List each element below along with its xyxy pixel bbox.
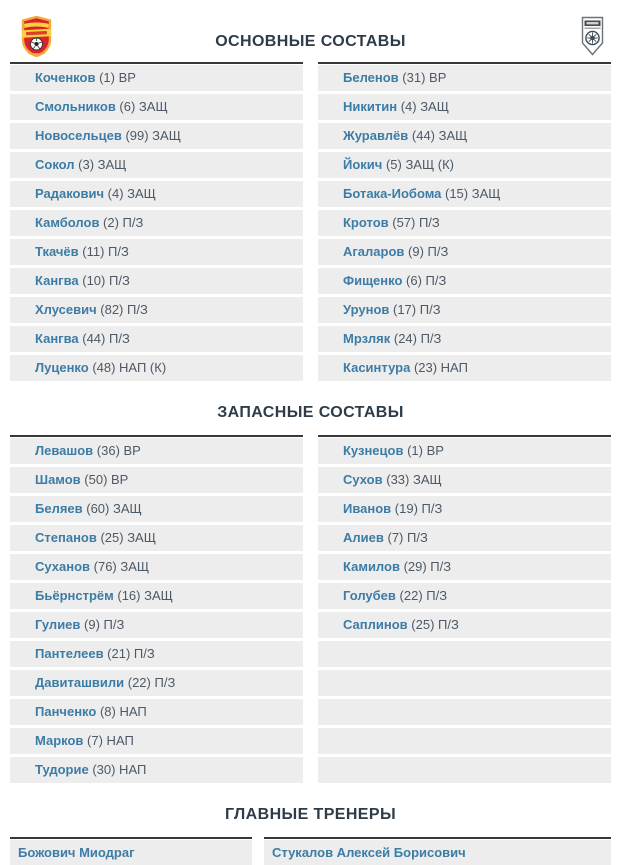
player-row	[10, 65, 303, 91]
empty-row	[318, 757, 611, 783]
player-number-position: (44) ЗАЩ	[408, 128, 468, 143]
empty-row	[318, 670, 611, 696]
player-number-position: (17) П/З	[389, 302, 441, 317]
player-row	[318, 326, 611, 352]
section-title-main: ОСНОВНЫЕ СОСТАВЫ	[215, 33, 406, 50]
player-row	[10, 94, 303, 120]
player-name-link[interactable]: Кангва	[35, 273, 79, 288]
player-number-position: (23) НАП	[410, 360, 468, 375]
player-number-position: (1) ВР	[403, 443, 444, 458]
player-number-position: (36) ВР	[93, 443, 141, 458]
player-name-link[interactable]: Коченков	[35, 70, 96, 85]
player-number-position: (3) ЗАЩ	[74, 157, 127, 172]
player-row	[318, 181, 611, 207]
player-name-link[interactable]: Мрзляк	[343, 331, 391, 346]
player-name-link[interactable]: Давиташвили	[35, 675, 125, 690]
empty-row	[318, 728, 611, 754]
home-coach-list	[10, 837, 252, 865]
player-name-link[interactable]: Смольников	[35, 99, 116, 114]
player-row	[318, 65, 611, 91]
player-row	[10, 583, 303, 609]
player-number-position: (1) ВР	[95, 70, 136, 85]
player-number-position: (6) П/З	[402, 273, 447, 288]
player-name-link[interactable]: Тудорие	[35, 762, 89, 777]
player-number-position: (22) П/З	[395, 588, 448, 603]
player-name-link[interactable]: Касинтура	[343, 360, 411, 375]
player-row	[318, 297, 611, 323]
player-row	[318, 438, 611, 464]
player-number-position: (4) ЗАЩ	[397, 99, 449, 114]
player-name-link[interactable]: Степанов	[35, 530, 97, 545]
player-row	[318, 210, 611, 236]
player-row	[318, 123, 611, 149]
player-name-link[interactable]: Ткачёв	[35, 244, 79, 259]
player-number-position: (9) П/З	[80, 617, 125, 632]
player-row	[10, 496, 303, 522]
player-name-link[interactable]: Кротов	[343, 215, 389, 230]
player-row	[10, 355, 303, 381]
player-number-position: (22) П/З	[124, 675, 176, 690]
player-name-link[interactable]: Саплинов	[343, 617, 408, 632]
player-name-link[interactable]: Хлусевич	[35, 302, 97, 317]
player-name-link[interactable]: Луценко	[35, 360, 89, 375]
player-row	[10, 612, 303, 638]
player-row	[10, 840, 252, 865]
player-number-position: (60) ЗАЩ	[82, 501, 142, 516]
player-name-link[interactable]: Божович Миодраг	[18, 845, 135, 860]
lineups-content	[0, 62, 621, 865]
player-row	[318, 583, 611, 609]
page-header	[0, 0, 621, 62]
empty-row	[318, 699, 611, 725]
player-number-position: (50) ВР	[80, 472, 129, 487]
section-title-subs: ЗАПАСНЫЕ СОСТАВЫ	[217, 404, 404, 421]
player-row	[10, 297, 303, 323]
coaches-section	[10, 837, 611, 865]
subs-lineups-section	[10, 435, 611, 786]
player-name-link[interactable]: Гулиев	[35, 617, 81, 632]
player-number-position: (21) П/З	[103, 646, 155, 661]
player-number-position: (33) ЗАЩ	[382, 472, 442, 487]
player-row	[318, 496, 611, 522]
player-row	[318, 239, 611, 265]
player-row	[10, 554, 303, 580]
player-name-link[interactable]: Марков	[35, 733, 84, 748]
player-number-position: (15) ЗАЩ	[441, 186, 501, 201]
player-number-position: (99) ЗАЩ	[121, 128, 181, 143]
player-number-position: (2) П/З	[99, 215, 144, 230]
player-name-link[interactable]: Никитин	[343, 99, 398, 114]
player-name-link[interactable]: Журавлёв	[343, 128, 409, 143]
player-name-link[interactable]: Иванов	[343, 501, 392, 516]
player-name-link[interactable]: Урунов	[343, 302, 390, 317]
player-number-position: (25) П/З	[407, 617, 459, 632]
player-number-position: (9) П/З	[404, 244, 449, 259]
player-name-link[interactable]: Фищенко	[343, 273, 403, 288]
home-main-lineup-list	[10, 62, 303, 384]
player-name-link[interactable]: Ботака-Иобома	[343, 186, 442, 201]
player-name-link[interactable]: Агаларов	[343, 244, 405, 259]
player-row	[318, 268, 611, 294]
player-row	[318, 612, 611, 638]
player-name-link[interactable]: Пантелеев	[35, 646, 104, 661]
player-number-position: (24) П/З	[390, 331, 442, 346]
away-team-logo ufa-crest-icon	[580, 16, 605, 56]
player-row	[10, 467, 303, 493]
player-name-link[interactable]: Беляев	[35, 501, 83, 516]
player-name-link[interactable]: Камболов	[35, 215, 100, 230]
player-row	[10, 641, 303, 667]
player-number-position: (7) НАП	[83, 733, 134, 748]
player-row	[10, 728, 303, 754]
player-row	[10, 239, 303, 265]
player-name-link[interactable]: Алиев	[343, 530, 384, 545]
player-name-link[interactable]: Кангва	[35, 331, 79, 346]
player-number-position: (16) ЗАЩ	[113, 588, 173, 603]
player-number-position: (10) П/З	[78, 273, 130, 288]
player-row	[10, 699, 303, 725]
player-number-position: (8) НАП	[96, 704, 147, 719]
player-name-link[interactable]: Йокич	[343, 157, 383, 172]
player-name-link[interactable]: Радакович	[35, 186, 105, 201]
player-number-position: (11) П/З	[78, 244, 129, 259]
player-name-link[interactable]: Стукалов Алексей Борисович	[272, 845, 466, 860]
player-row	[10, 670, 303, 696]
player-number-position: (7) П/З	[383, 530, 428, 545]
away-subs-lineup-list	[318, 435, 611, 786]
away-main-lineup-list	[318, 62, 611, 384]
player-name-link[interactable]: Кузнецов	[343, 443, 404, 458]
player-number-position: (76) ЗАЩ	[90, 559, 150, 574]
player-row	[10, 525, 303, 551]
player-number-position: (19) П/З	[391, 501, 443, 516]
player-row	[318, 467, 611, 493]
player-row	[10, 757, 303, 783]
player-name-link[interactable]: Беленов	[343, 70, 399, 85]
player-row	[10, 181, 303, 207]
away-coach-list	[264, 837, 611, 865]
player-name-link[interactable]: Суханов	[35, 559, 91, 574]
player-number-position: (30) НАП	[88, 762, 147, 777]
player-name-link[interactable]: Панченко	[35, 704, 97, 719]
player-name-link[interactable]: Камилов	[343, 559, 400, 574]
section-title-coaches: ГЛАВНЫЕ ТРЕНЕРЫ	[224, 806, 397, 823]
player-row	[10, 438, 303, 464]
player-row	[318, 355, 611, 381]
player-row	[318, 152, 611, 178]
home-subs-lineup-list	[10, 435, 303, 786]
empty-row	[318, 641, 611, 667]
player-number-position: (5) ЗАЩ (К)	[382, 157, 455, 172]
player-row	[10, 210, 303, 236]
player-row	[318, 525, 611, 551]
main-lineups-section	[10, 62, 611, 384]
player-name-link[interactable]: Сухов	[343, 472, 383, 487]
player-number-position: (82) П/З	[96, 302, 148, 317]
player-number-position: (6) ЗАЩ	[115, 99, 168, 114]
player-number-position: (57) П/З	[388, 215, 440, 230]
player-number-position: (44) П/З	[78, 331, 130, 346]
player-number-position: (48) НАП (К)	[88, 360, 167, 375]
player-row	[10, 326, 303, 352]
player-name-link[interactable]: Сокол	[35, 157, 75, 172]
player-row	[10, 123, 303, 149]
player-number-position: (4) ЗАЩ	[104, 186, 156, 201]
player-number-position: (25) ЗАЩ	[96, 530, 156, 545]
player-row	[318, 94, 611, 120]
player-row	[264, 840, 611, 865]
player-name-link[interactable]: Новосельцев	[35, 128, 122, 143]
player-name-link[interactable]: Шамов	[35, 472, 81, 487]
player-row	[10, 268, 303, 294]
player-name-link[interactable]: Левашов	[35, 443, 94, 458]
player-row	[10, 152, 303, 178]
player-row	[318, 554, 611, 580]
player-number-position: (29) П/З	[399, 559, 452, 574]
player-number-position: (31) ВР	[398, 70, 447, 85]
player-name-link[interactable]: Бьёрнстрём	[35, 588, 114, 603]
player-name-link[interactable]: Голубев	[343, 588, 396, 603]
